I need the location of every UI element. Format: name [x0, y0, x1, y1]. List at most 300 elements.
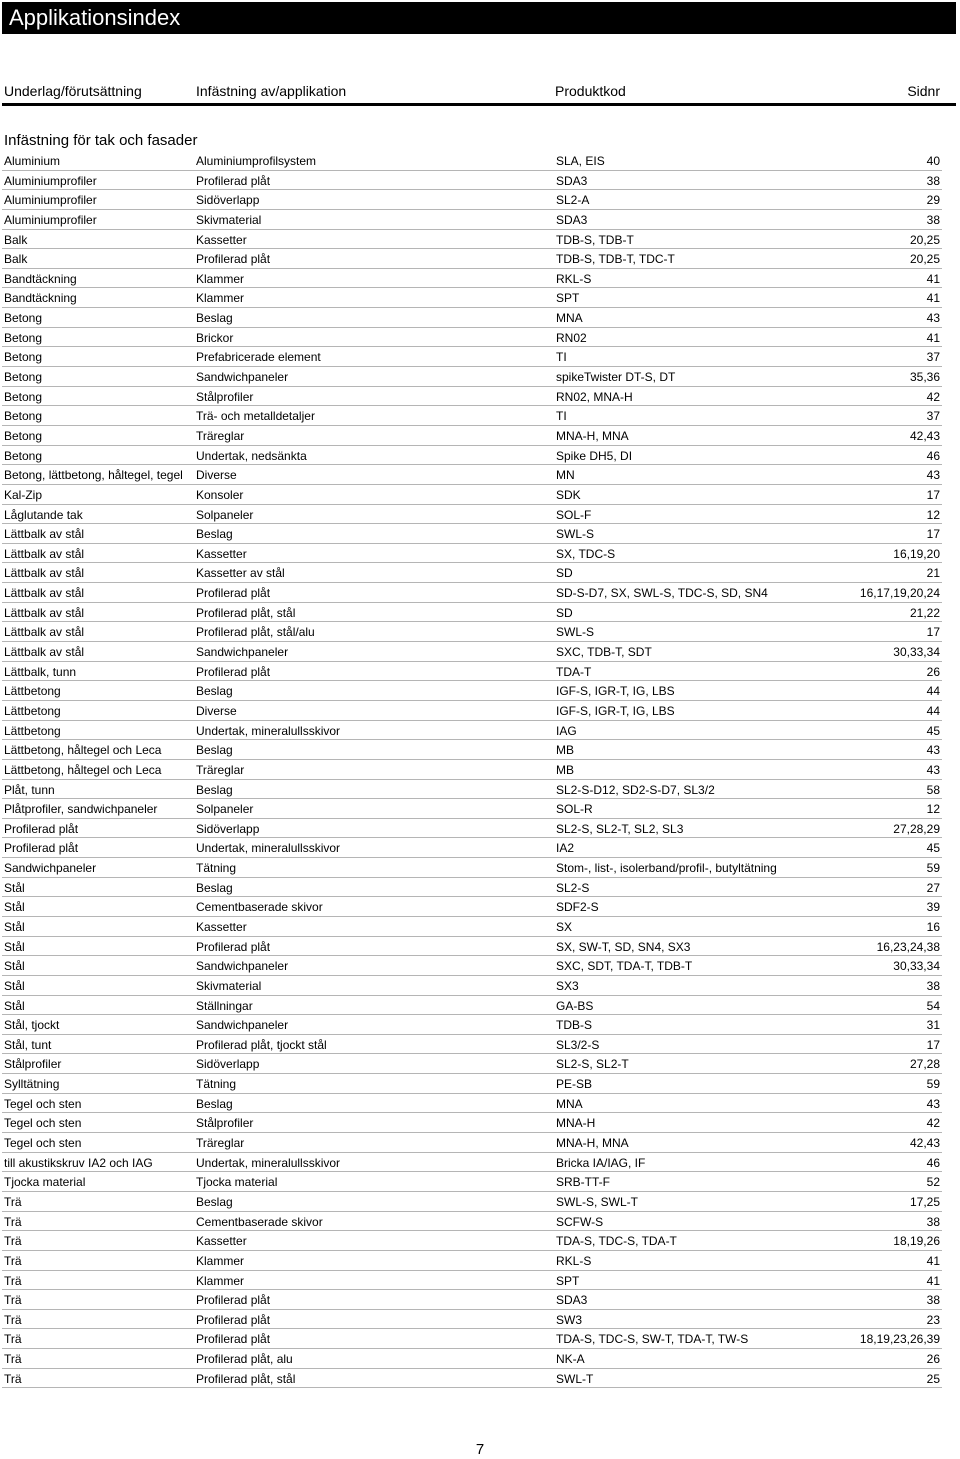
row-produktkod: SL3/2-S	[556, 1037, 600, 1052]
row-sidnr: 52	[926, 1175, 940, 1190]
row-infastning: Profilerad plåt	[196, 586, 271, 601]
row-sidnr: 16,23,24,38	[876, 939, 940, 954]
row-underlag: Lättbetong, håltegel och Leca	[4, 743, 162, 758]
table-row	[2, 1310, 942, 1330]
table-row	[2, 858, 942, 878]
row-infastning: Beslag	[196, 684, 233, 699]
row-underlag: Aluminiumprofiler	[4, 212, 97, 227]
table-row	[2, 505, 942, 525]
row-produktkod: SOL-R	[556, 802, 593, 817]
row-produktkod: SL2-A	[556, 193, 590, 208]
row-infastning: Undertak, mineralullsskivor	[196, 841, 341, 856]
table-row	[2, 878, 942, 898]
table-row	[2, 1172, 942, 1192]
row-infastning: Profilerad plåt	[196, 664, 271, 679]
row-infastning: Profilerad plåt	[196, 252, 271, 267]
row-sidnr: 38	[926, 978, 940, 993]
row-sidnr: 16,19,20	[893, 546, 940, 561]
row-underlag: Trä	[4, 1312, 22, 1327]
row-underlag: Trä	[4, 1253, 22, 1268]
table-row	[2, 721, 942, 741]
row-infastning: Beslag	[196, 1096, 233, 1111]
row-produktkod: MNA-H, MNA	[556, 428, 629, 443]
row-produktkod: SDA3	[556, 212, 588, 227]
row-underlag: Betong	[4, 409, 43, 424]
row-produktkod: RN02	[556, 330, 587, 345]
table-row	[2, 603, 942, 623]
row-infastning: Brickor	[196, 330, 234, 345]
row-underlag: Aluminium	[4, 154, 61, 168]
row-infastning: Undertak, mineralullsskivor	[196, 723, 341, 738]
row-produktkod: IA2	[556, 841, 575, 856]
row-produktkod: IAG	[556, 723, 577, 738]
row-underlag: Trä	[4, 1194, 22, 1209]
row-underlag: Stål	[4, 978, 25, 993]
table-row	[2, 308, 942, 328]
row-produktkod: SWL-S	[556, 527, 595, 542]
row-infastning: Skivmaterial	[196, 978, 262, 993]
row-produktkod: SOL-F	[556, 507, 592, 522]
table-row	[2, 485, 942, 505]
row-infastning: Beslag	[196, 527, 233, 542]
row-sidnr: 41	[926, 291, 940, 306]
table-row	[2, 367, 942, 387]
row-sidnr: 20,25	[909, 252, 940, 267]
row-sidnr: 38	[926, 1214, 940, 1229]
table-row	[2, 544, 942, 564]
row-sidnr: 38	[926, 173, 940, 188]
row-underlag: Trä	[4, 1371, 22, 1386]
row-underlag: Balk	[4, 252, 28, 267]
table-row	[2, 1015, 942, 1035]
row-produktkod: TI	[556, 409, 567, 424]
table-row	[2, 1153, 942, 1173]
row-underlag: Aluminiumprofiler	[4, 193, 97, 208]
row-sidnr: 43	[926, 743, 940, 758]
table-row	[2, 426, 942, 446]
table-row	[2, 760, 942, 780]
row-infastning: Klammer	[196, 1273, 245, 1288]
row-underlag: Betong	[4, 330, 43, 345]
row-underlag: Lättbalk av stål	[4, 586, 85, 601]
row-sidnr: 26	[926, 1352, 940, 1367]
row-sidnr: 17	[926, 487, 940, 502]
row-underlag: Trä	[4, 1352, 22, 1367]
row-infastning: Beslag	[196, 1194, 233, 1209]
row-underlag: Lättbalk av stål	[4, 645, 85, 660]
row-underlag: Lättbalk av stål	[4, 605, 85, 620]
table-row	[2, 269, 942, 289]
table-row	[2, 190, 942, 210]
row-infastning: Konsoler	[196, 487, 244, 502]
row-sidnr: 41	[926, 1273, 940, 1288]
row-underlag: Lättbalk av stål	[4, 566, 85, 581]
row-infastning: Klammer	[196, 291, 245, 306]
row-produktkod: SX, TDC-S	[556, 546, 616, 561]
row-produktkod: SDF2-S	[556, 900, 599, 915]
row-underlag: Trä	[4, 1214, 22, 1229]
row-produktkod: SX	[556, 919, 573, 934]
row-sidnr: 17,25	[909, 1194, 940, 1209]
row-sidnr: 12	[926, 507, 940, 522]
row-underlag: Lättbetong	[4, 723, 61, 738]
row-sidnr: 17	[926, 625, 940, 640]
row-underlag: Tegel och sten	[4, 1136, 82, 1151]
table-row	[2, 387, 942, 407]
table-row	[2, 622, 942, 642]
row-infastning: Profilerad plåt, alu	[196, 1352, 293, 1367]
table-row	[2, 996, 942, 1016]
row-infastning: Profilerad plåt, stål/alu	[196, 625, 315, 640]
row-produktkod: TDA-T	[556, 664, 592, 679]
row-sidnr: 43	[926, 762, 940, 777]
row-underlag: Sandwichpaneler	[4, 861, 97, 876]
row-produktkod: MB	[556, 743, 574, 758]
row-infastning: Profilerad plåt	[196, 1293, 271, 1308]
row-underlag: Sylltätning	[4, 1077, 60, 1092]
row-sidnr: 35,36	[909, 370, 940, 385]
row-infastning: Diverse	[196, 703, 237, 718]
row-infastning: Beslag	[196, 743, 233, 758]
table-row	[2, 662, 942, 682]
row-infastning: Träreglar	[196, 1136, 245, 1151]
table-row	[2, 1212, 942, 1232]
table-row	[2, 347, 942, 367]
table-row	[2, 151, 942, 171]
row-produktkod: SWL-S, SWL-T	[556, 1194, 639, 1209]
row-underlag: Lättbetong	[4, 684, 61, 699]
row-infastning: Beslag	[196, 782, 233, 797]
row-produktkod: SDK	[556, 487, 581, 502]
row-produktkod: SXC, TDB-T, SDT	[556, 645, 652, 660]
table-row	[2, 210, 942, 230]
row-produktkod: SPT	[556, 1273, 580, 1288]
row-sidnr: 42	[926, 389, 940, 404]
row-produktkod: SD-S-D7, SX, SWL-S, TDC-S, SD, SN4	[556, 586, 768, 601]
table-row	[2, 701, 942, 721]
table-row	[2, 799, 942, 819]
row-infastning: Kassetter	[196, 919, 247, 934]
row-produktkod: GA-BS	[556, 998, 594, 1013]
row-produktkod: TI	[556, 350, 567, 365]
table-row	[2, 780, 942, 800]
row-underlag: Tegel och sten	[4, 1096, 82, 1111]
row-produktkod: RN02, MNA-H	[556, 389, 633, 404]
table-row	[2, 1113, 942, 1133]
row-underlag: till akustikskruv IA2 och IAG	[4, 1155, 153, 1170]
header-produktkod: Produktkod	[555, 83, 626, 99]
row-produktkod: MNA-H, MNA	[556, 1136, 629, 1151]
row-produktkod: PE-SB	[556, 1077, 593, 1092]
row-infastning: Cementbaserade skivor	[196, 1214, 323, 1229]
row-underlag: Profilerad plåt	[4, 841, 79, 856]
row-sidnr: 29	[926, 193, 940, 208]
row-underlag: Aluminiumprofiler	[4, 173, 97, 188]
row-sidnr: 17	[926, 1037, 940, 1052]
row-underlag: Lättbalk av stål	[4, 625, 85, 640]
row-infastning: Klammer	[196, 271, 245, 286]
row-sidnr: 23	[926, 1312, 940, 1327]
row-infastning: Sandwichpaneler	[196, 370, 289, 385]
row-sidnr: 41	[926, 1253, 940, 1268]
row-sidnr: 21	[926, 566, 940, 581]
row-underlag: Plåtprofiler, sandwichpaneler	[4, 802, 158, 817]
row-produktkod: SW3	[556, 1312, 583, 1327]
table-row	[2, 819, 942, 839]
table-row	[2, 681, 942, 701]
row-infastning: Solpaneler	[196, 802, 254, 817]
table-row	[2, 171, 942, 191]
row-infastning: Tjocka material	[196, 1175, 278, 1190]
table-row	[2, 1054, 942, 1074]
row-infastning: Stålprofiler	[196, 389, 254, 404]
row-infastning: Träreglar	[196, 762, 245, 777]
column-header-row	[2, 80, 956, 106]
row-sidnr: 43	[926, 1096, 940, 1111]
row-sidnr: 44	[926, 684, 940, 699]
table-row	[2, 956, 942, 976]
row-produktkod: TDB-S, TDB-T, TDC-T	[556, 252, 675, 267]
row-sidnr: 40	[926, 154, 940, 168]
section-title: Infästning för tak och fasader	[4, 132, 198, 149]
table-row	[2, 937, 942, 957]
row-underlag: Bandtäckning	[4, 291, 77, 306]
header-sidnr: Sidnr	[907, 83, 940, 99]
row-produktkod: NK-A	[556, 1352, 585, 1367]
row-underlag: Lättbalk av stål	[4, 527, 85, 542]
row-underlag: Trä	[4, 1332, 22, 1347]
row-infastning: Träreglar	[196, 428, 245, 443]
table-row	[2, 249, 942, 269]
row-underlag: Lättbetong, håltegel och Leca	[4, 762, 162, 777]
row-underlag: Låglutande tak	[4, 507, 83, 522]
row-sidnr: 41	[926, 271, 940, 286]
row-infastning: Aluminiumprofilsystem	[196, 154, 317, 168]
table-row	[2, 1094, 942, 1114]
row-produktkod: SD	[556, 605, 573, 620]
row-infastning: Stålprofiler	[196, 1116, 254, 1131]
index-table	[2, 151, 942, 1388]
row-sidnr: 44	[926, 703, 940, 718]
row-underlag: Stål, tunt	[4, 1037, 52, 1052]
row-sidnr: 46	[926, 1155, 940, 1170]
row-underlag: Trä	[4, 1293, 22, 1308]
row-sidnr: 21,22	[909, 605, 940, 620]
row-infastning: Profilerad plåt	[196, 1312, 271, 1327]
row-produktkod: TDB-S	[556, 1018, 592, 1033]
row-infastning: Klammer	[196, 1253, 245, 1268]
row-produktkod: SLA, EIS	[556, 154, 605, 168]
table-row	[2, 976, 942, 996]
row-underlag: Stål	[4, 900, 25, 915]
table-row	[2, 1231, 942, 1251]
row-underlag: Stål	[4, 880, 25, 895]
row-infastning: Profilerad plåt	[196, 1332, 271, 1347]
row-infastning: Profilerad plåt, stål	[196, 605, 296, 620]
row-infastning: Sidöverlapp	[196, 193, 260, 208]
row-underlag: Kal-Zip	[4, 487, 43, 502]
row-produktkod: SX3	[556, 978, 579, 993]
row-produktkod: MNA	[556, 1096, 583, 1111]
row-infastning: Beslag	[196, 311, 233, 326]
row-produktkod: SL2-S	[556, 880, 590, 895]
row-infastning: Kassetter av stål	[196, 566, 285, 581]
table-row	[2, 1074, 942, 1094]
row-produktkod: IGF-S, IGR-T, IG, LBS	[556, 703, 675, 718]
row-underlag: Betong	[4, 448, 43, 463]
row-sidnr: 38	[926, 212, 940, 227]
row-infastning: Diverse	[196, 468, 237, 483]
row-underlag: Betong	[4, 370, 43, 385]
row-underlag: Betong	[4, 428, 43, 443]
row-sidnr: 42,43	[909, 1136, 940, 1151]
row-underlag: Plåt, tunn	[4, 782, 55, 797]
row-infastning: Sidöverlapp	[196, 1057, 260, 1072]
row-produktkod: TDA-S, TDC-S, SW-T, TDA-T, TW-S	[556, 1332, 749, 1347]
table-row	[2, 1035, 942, 1055]
row-infastning: Sandwichpaneler	[196, 1018, 289, 1033]
row-infastning: Prefabricerade element	[196, 350, 321, 365]
table-row	[2, 583, 942, 603]
row-sidnr: 30,33,34	[893, 959, 940, 974]
table-row	[2, 1192, 942, 1212]
row-infastning: Kassetter	[196, 546, 247, 561]
row-sidnr: 25	[926, 1371, 940, 1386]
table-row	[2, 406, 942, 426]
table-row	[2, 524, 942, 544]
table-row	[2, 1349, 942, 1369]
row-underlag: Trä	[4, 1234, 22, 1249]
row-produktkod: SWL-S	[556, 625, 595, 640]
table-row	[2, 838, 942, 858]
row-infastning: Sandwichpaneler	[196, 959, 289, 974]
row-produktkod: MB	[556, 762, 574, 777]
row-underlag: Betong	[4, 350, 43, 365]
row-produktkod: Stom-, list-, isolerband/profil-, butyltätning	[556, 861, 777, 876]
page-number: 7	[475, 1441, 485, 1458]
row-produktkod: SD	[556, 566, 573, 581]
row-sidnr: 45	[926, 723, 940, 738]
header-infastning: Infästning av/applikation	[196, 83, 347, 99]
row-underlag: Betong, lättbetong, håltegel, tegel	[4, 468, 183, 483]
row-underlag: Stål, tjockt	[4, 1018, 60, 1033]
row-produktkod: SRB-TT-F	[556, 1175, 610, 1190]
row-sidnr: 37	[926, 350, 940, 365]
header-underlag: Underlag/förutsättning	[4, 83, 142, 99]
row-underlag: Bandtäckning	[4, 271, 77, 286]
table-row	[2, 1251, 942, 1271]
table-row	[2, 1133, 942, 1153]
row-produktkod: SDA3	[556, 173, 588, 188]
row-infastning: Skivmaterial	[196, 212, 262, 227]
row-sidnr: 38	[926, 1293, 940, 1308]
row-sidnr: 18,19,23,26,39	[859, 1332, 940, 1347]
row-infastning: Cementbaserade skivor	[196, 900, 323, 915]
row-sidnr: 41	[926, 330, 940, 345]
table-row	[2, 897, 942, 917]
row-produktkod: SWL-T	[556, 1371, 594, 1386]
table-row	[2, 1329, 942, 1349]
row-produktkod: SXC, SDT, TDA-T, TDB-T	[556, 959, 693, 974]
row-sidnr: 42	[926, 1116, 940, 1131]
row-sidnr: 46	[926, 448, 940, 463]
row-sidnr: 26	[926, 664, 940, 679]
row-sidnr: 43	[926, 468, 940, 483]
row-produktkod: TDA-S, TDC-S, TDA-T	[556, 1234, 677, 1249]
row-sidnr: 39	[926, 900, 940, 915]
row-sidnr: 20,25	[909, 232, 940, 247]
row-infastning: Kassetter	[196, 1234, 247, 1249]
row-underlag: Trä	[4, 1273, 22, 1288]
row-sidnr: 27	[926, 880, 940, 895]
row-sidnr: 16	[926, 919, 940, 934]
row-infastning: Profilerad plåt	[196, 173, 271, 188]
row-sidnr: 27,28,29	[893, 821, 940, 836]
table-row	[2, 740, 942, 760]
row-sidnr: 12	[926, 802, 940, 817]
row-produktkod: SPT	[556, 291, 580, 306]
row-sidnr: 30,33,34	[893, 645, 940, 660]
row-produktkod: SCFW-S	[556, 1214, 604, 1229]
row-sidnr: 42,43	[909, 428, 940, 443]
row-produktkod: Spike DH5, DI	[556, 448, 633, 463]
table-row	[2, 446, 942, 466]
table-row	[2, 563, 942, 583]
row-infastning: Beslag	[196, 880, 233, 895]
row-sidnr: 58	[926, 782, 940, 797]
row-sidnr: 43	[926, 311, 940, 326]
row-underlag: Balk	[4, 232, 28, 247]
table-row	[2, 465, 942, 485]
row-produktkod: RKL-S	[556, 271, 592, 286]
row-produktkod: SL2-S, SL2-T, SL2, SL3	[556, 821, 684, 836]
row-underlag: Stål	[4, 919, 25, 934]
row-sidnr: 54	[926, 998, 940, 1013]
row-infastning: Tätning	[196, 1077, 237, 1092]
row-infastning: Undertak, nedsänkta	[196, 448, 307, 463]
row-produktkod: SL2-S-D12, SD2-S-D7, SL3/2	[556, 782, 715, 797]
row-underlag: Lättbalk, tunn	[4, 664, 77, 679]
table-row	[2, 230, 942, 250]
row-underlag: Stål	[4, 998, 25, 1013]
row-infastning: Profilerad plåt	[196, 939, 271, 954]
row-produktkod: SL2-S, SL2-T	[556, 1057, 629, 1072]
page-title: Applikationsindex	[2, 2, 956, 34]
table-row	[2, 917, 942, 937]
table-row	[2, 288, 942, 308]
row-sidnr: 37	[926, 409, 940, 424]
row-infastning: Sandwichpaneler	[196, 645, 289, 660]
row-sidnr: 18,19,26	[893, 1234, 940, 1249]
row-produktkod: SDA3	[556, 1293, 588, 1308]
row-sidnr: 17	[926, 527, 940, 542]
row-underlag: Lättbetong	[4, 703, 61, 718]
row-produktkod: Bricka IA/IAG, IF	[556, 1155, 646, 1170]
row-infastning: Undertak, mineralullsskivor	[196, 1155, 341, 1170]
row-produktkod: SX, SW-T, SD, SN4, SX3	[556, 939, 691, 954]
row-underlag: Profilerad plåt	[4, 821, 79, 836]
row-underlag: Stål	[4, 939, 25, 954]
row-infastning: Solpaneler	[196, 507, 254, 522]
row-underlag: Lättbalk av stål	[4, 546, 85, 561]
row-underlag: Betong	[4, 389, 43, 404]
row-underlag: Tjocka material	[4, 1175, 86, 1190]
row-underlag: Betong	[4, 311, 43, 326]
row-underlag: Tegel och sten	[4, 1116, 82, 1131]
row-infastning: Kassetter	[196, 232, 247, 247]
row-produktkod: IGF-S, IGR-T, IG, LBS	[556, 684, 675, 699]
row-infastning: Profilerad plåt, tjockt stål	[196, 1037, 327, 1052]
